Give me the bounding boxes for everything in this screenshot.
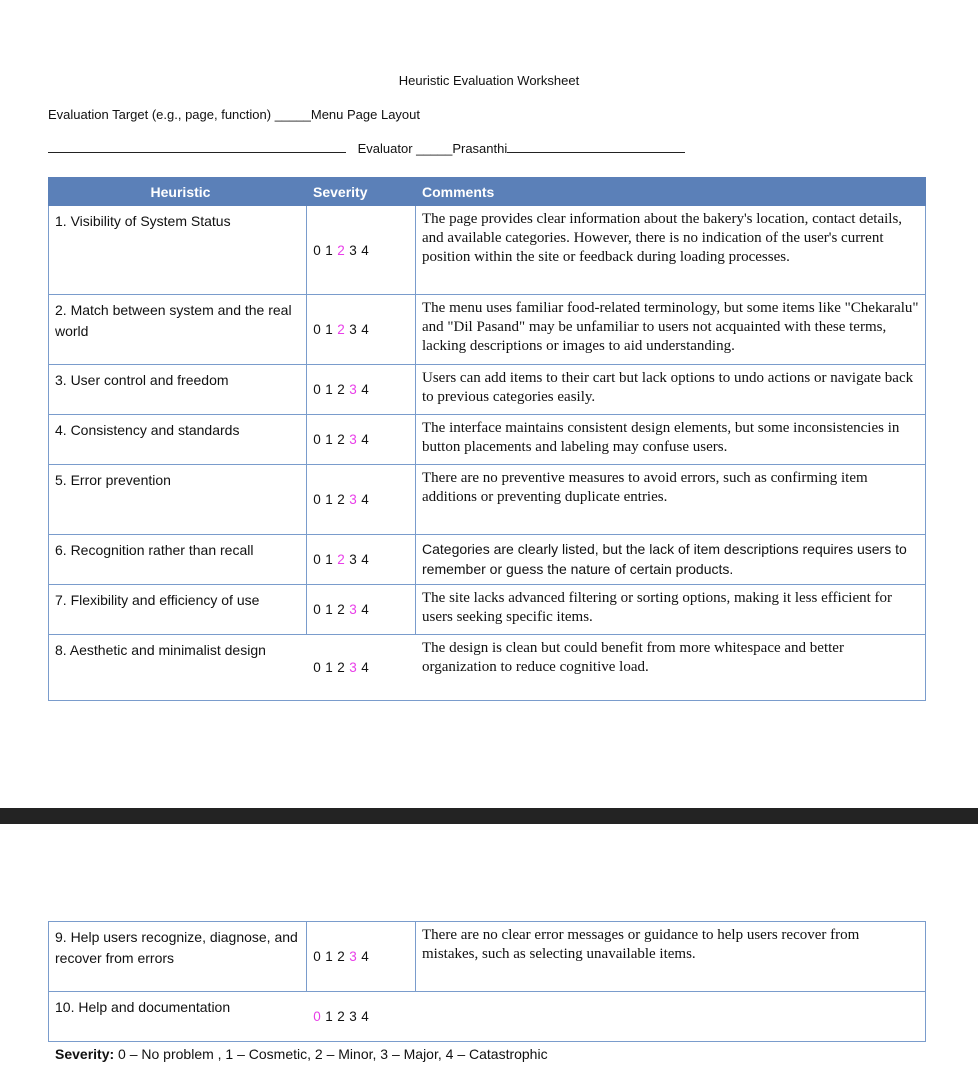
comment-cell: The page provides clear information about the bakery's location, contact details, and available categories. However, there is no indication of the user's current position within the site or feedback during loading processes. — [416, 206, 926, 295]
severity-option: 4 — [361, 382, 369, 397]
severity-option: 0 — [313, 322, 321, 337]
severity-cell — [307, 415, 416, 465]
table-row — [49, 535, 926, 585]
severity-option: 1 — [325, 242, 333, 258]
table-row — [49, 465, 926, 535]
header-heuristic: Heuristic — [49, 178, 307, 206]
severity-option: 0 — [313, 432, 321, 447]
header-comments: Comments — [416, 178, 926, 206]
comment-cell: The design is clean but could benefit from more whitespace and better organization to reduce cognitive load. — [416, 635, 926, 701]
severity-cell — [307, 535, 416, 585]
evaluator-label: Evaluator — [357, 141, 413, 156]
heuristic-cell: 2. Match between system and the real world — [49, 295, 307, 365]
severity-cell — [307, 465, 416, 535]
heuristic-cell: 8. Aesthetic and minimalist design — [49, 635, 307, 701]
heuristic-cell: 9. Help users recognize, diagnose, and recover from errors — [49, 922, 307, 992]
severity-option: 0 — [313, 949, 321, 964]
table-row — [49, 415, 926, 465]
severity-option: 2 — [337, 382, 345, 397]
severity-legend-label: Severity: — [55, 1046, 115, 1062]
severity-option: 0 — [313, 552, 321, 567]
severity-option-selected: 3 — [349, 602, 357, 617]
evaluation-target-label: Evaluation Target (e.g., page, function) — [48, 107, 272, 122]
severity-option: 2 — [337, 1009, 345, 1024]
comment-cell: The interface maintains consistent design elements, but some inconsistencies in button placements and labeling may confuse users. — [416, 415, 926, 465]
severity-option-selected: 2 — [337, 552, 345, 567]
severity-option: 1 — [325, 322, 333, 337]
severity-option: 0 — [313, 492, 321, 507]
severity-option: 4 — [361, 1009, 369, 1024]
header-severity: Severity — [307, 178, 416, 206]
heuristic-cell: 5. Error prevention — [49, 465, 307, 535]
severity-option: 4 — [361, 322, 369, 337]
table-row — [49, 365, 926, 415]
severity-option: 4 — [361, 660, 369, 675]
evaluator-value: Prasanthi — [452, 141, 508, 156]
table-row — [49, 922, 926, 992]
severity-option-selected: 3 — [349, 492, 357, 507]
table-row — [49, 635, 926, 701]
document-title: Heuristic Evaluation Worksheet — [398, 73, 580, 88]
comment-cell: The site lacks advanced filtering or sorting options, making it less efficient for users seeking specific items. — [416, 585, 926, 635]
severity-option: 1 — [325, 602, 333, 617]
severity-option: 2 — [337, 949, 345, 964]
severity-option: 4 — [361, 242, 369, 258]
table-row — [49, 992, 926, 1042]
severity-option-selected: 3 — [349, 949, 357, 964]
comment-cell: Categories are clearly listed, but the lack of item descriptions requires users to remember or guess the nature of certain products. — [416, 535, 926, 585]
severity-option-selected: 2 — [337, 322, 345, 337]
blank-line — [507, 140, 685, 153]
severity-option: 2 — [337, 602, 345, 617]
severity-option: 3 — [349, 322, 357, 337]
severity-cell — [307, 992, 416, 1042]
evaluation-table — [48, 177, 926, 701]
severity-option: 2 — [337, 432, 345, 447]
severity-option: 2 — [337, 492, 345, 507]
severity-cell — [307, 585, 416, 635]
severity-option: 1 — [325, 492, 333, 507]
comment-cell: There are no preventive measures to avoid errors, such as confirming item additions or preventing duplicate entries. — [416, 465, 926, 535]
severity-option-selected: 3 — [349, 382, 357, 397]
severity-option: 4 — [361, 492, 369, 507]
severity-option: 1 — [325, 552, 333, 567]
comment-cell — [416, 992, 926, 1042]
severity-cell — [307, 635, 416, 701]
severity-option: 1 — [325, 949, 333, 964]
heuristic-cell: 4. Consistency and standards — [49, 415, 307, 465]
evaluation-target-blank: _____ — [274, 107, 311, 122]
severity-option: 1 — [325, 1009, 333, 1024]
evaluation-table-continued — [48, 921, 926, 1042]
severity-option-selected: 0 — [313, 1009, 321, 1024]
severity-option: 0 — [313, 242, 321, 258]
severity-option: 1 — [325, 382, 333, 397]
severity-cell — [307, 206, 416, 295]
severity-option-selected: 3 — [349, 660, 357, 675]
evaluator-blank: _____ — [416, 141, 453, 156]
heuristic-cell: 3. User control and freedom — [49, 365, 307, 415]
heuristic-cell: 7. Flexibility and efficiency of use — [49, 585, 307, 635]
comment-cell: There are no clear error messages or guidance to help users recover from mistakes, such as selecting unavailable items. — [416, 922, 926, 992]
heuristic-cell: 6. Recognition rather than recall — [49, 535, 307, 585]
table-row — [49, 206, 926, 295]
severity-option: 4 — [361, 602, 369, 617]
severity-legend-text: 0 – No problem , 1 – Cosmetic, 2 – Minor, 3 – Major, 4 – Catastrophic — [118, 1046, 548, 1062]
evaluator-line — [48, 140, 685, 156]
heuristic-cell: 1. Visibility of System Status — [49, 206, 307, 295]
severity-option: 0 — [313, 382, 321, 397]
severity-cell — [307, 365, 416, 415]
heuristic-cell: 10. Help and documentation — [49, 992, 307, 1042]
table-row — [49, 295, 926, 365]
severity-option: 3 — [349, 242, 357, 258]
table-header-row — [49, 178, 926, 206]
severity-option: 3 — [349, 1009, 357, 1024]
table-row — [49, 585, 926, 635]
severity-option-selected: 2 — [337, 242, 345, 258]
severity-legend — [55, 1046, 548, 1062]
page-break-divider — [0, 808, 978, 824]
severity-cell — [307, 922, 416, 992]
blank-line — [48, 140, 346, 153]
evaluation-target-line — [48, 107, 420, 122]
comment-cell: The menu uses familiar food-related terminology, but some items like "Chekaralu" and "Dil Pasand" may be unfamiliar to users not acquainted with these terms, lacking descriptions or images to aid understanding. — [416, 295, 926, 365]
severity-option: 1 — [325, 432, 333, 447]
evaluation-target-value: Menu Page Layout — [310, 107, 420, 122]
severity-option: 4 — [361, 432, 369, 447]
severity-option: 4 — [361, 552, 369, 567]
severity-cell — [307, 295, 416, 365]
severity-option: 1 — [325, 660, 333, 675]
severity-option: 0 — [313, 602, 321, 617]
comment-cell: Users can add items to their cart but lack options to undo actions or navigate back to previous categories easily. — [416, 365, 926, 415]
severity-option: 0 — [313, 660, 321, 675]
severity-option-selected: 3 — [349, 432, 357, 447]
severity-option: 3 — [349, 552, 357, 567]
severity-option: 2 — [337, 660, 345, 675]
severity-option: 4 — [361, 949, 369, 964]
